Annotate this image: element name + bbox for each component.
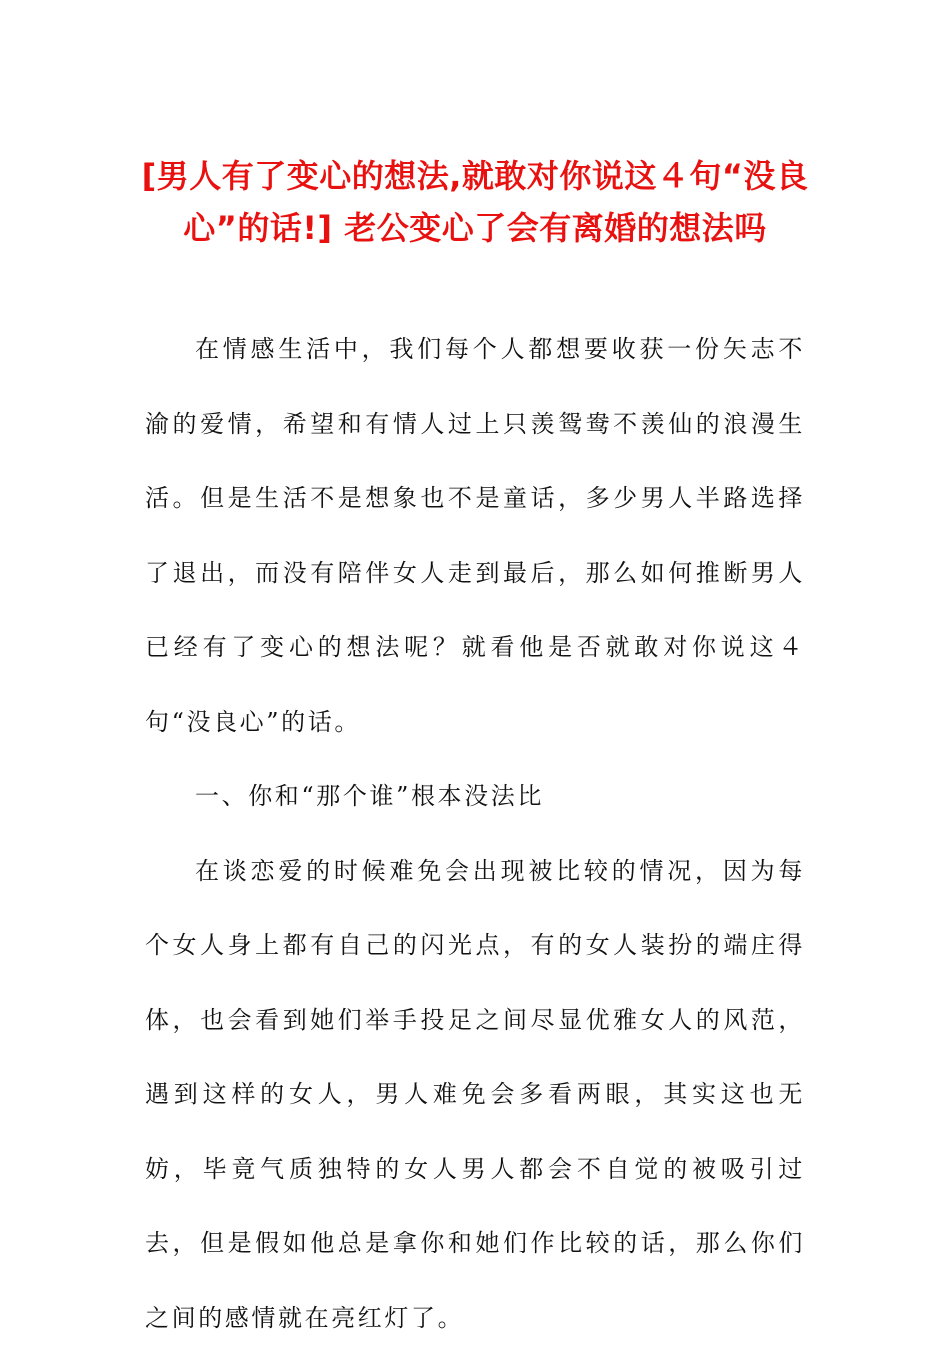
paragraph-intro: 在情感生活中，我们每个人都想要收获一份矢志不渝的爱情，希望和有情人过上只羡鸳鸯不羡仙的浪漫生活。但是生活不是想象也不是童话，多少男人半路选择了退出，而没有陪伴女人走到最后，那么如何推断男人已经有了变心的想法呢？就看他是否就敢对你说这４句“没良心”的话。 [145, 312, 805, 759]
document-body [145, 312, 805, 1355]
paragraph-section-1: 在谈恋爱的时候难免会出现被比较的情况，因为每个女人身上都有自己的闪光点，有的女人装扮的端庄得体，也会看到她们举手投足之间尽显优雅女人的风范，遇到这样的女人，男人难免会多看两眼，其实这也无妨，毕竟气质独特的女人男人都会不自觉的被吸引过去，但是假如他总是拿你和她们作比较的话，那么你们之间的感情就在亮红灯了。 [145, 834, 805, 1355]
section-heading-1: 一、你和“那个谁”根本没法比 [145, 759, 805, 834]
document-title: [男人有了变心的想法,就敢对你说这４句“没良心”的话!] 老公变心了会有离婚的想法吗 [120, 150, 830, 254]
